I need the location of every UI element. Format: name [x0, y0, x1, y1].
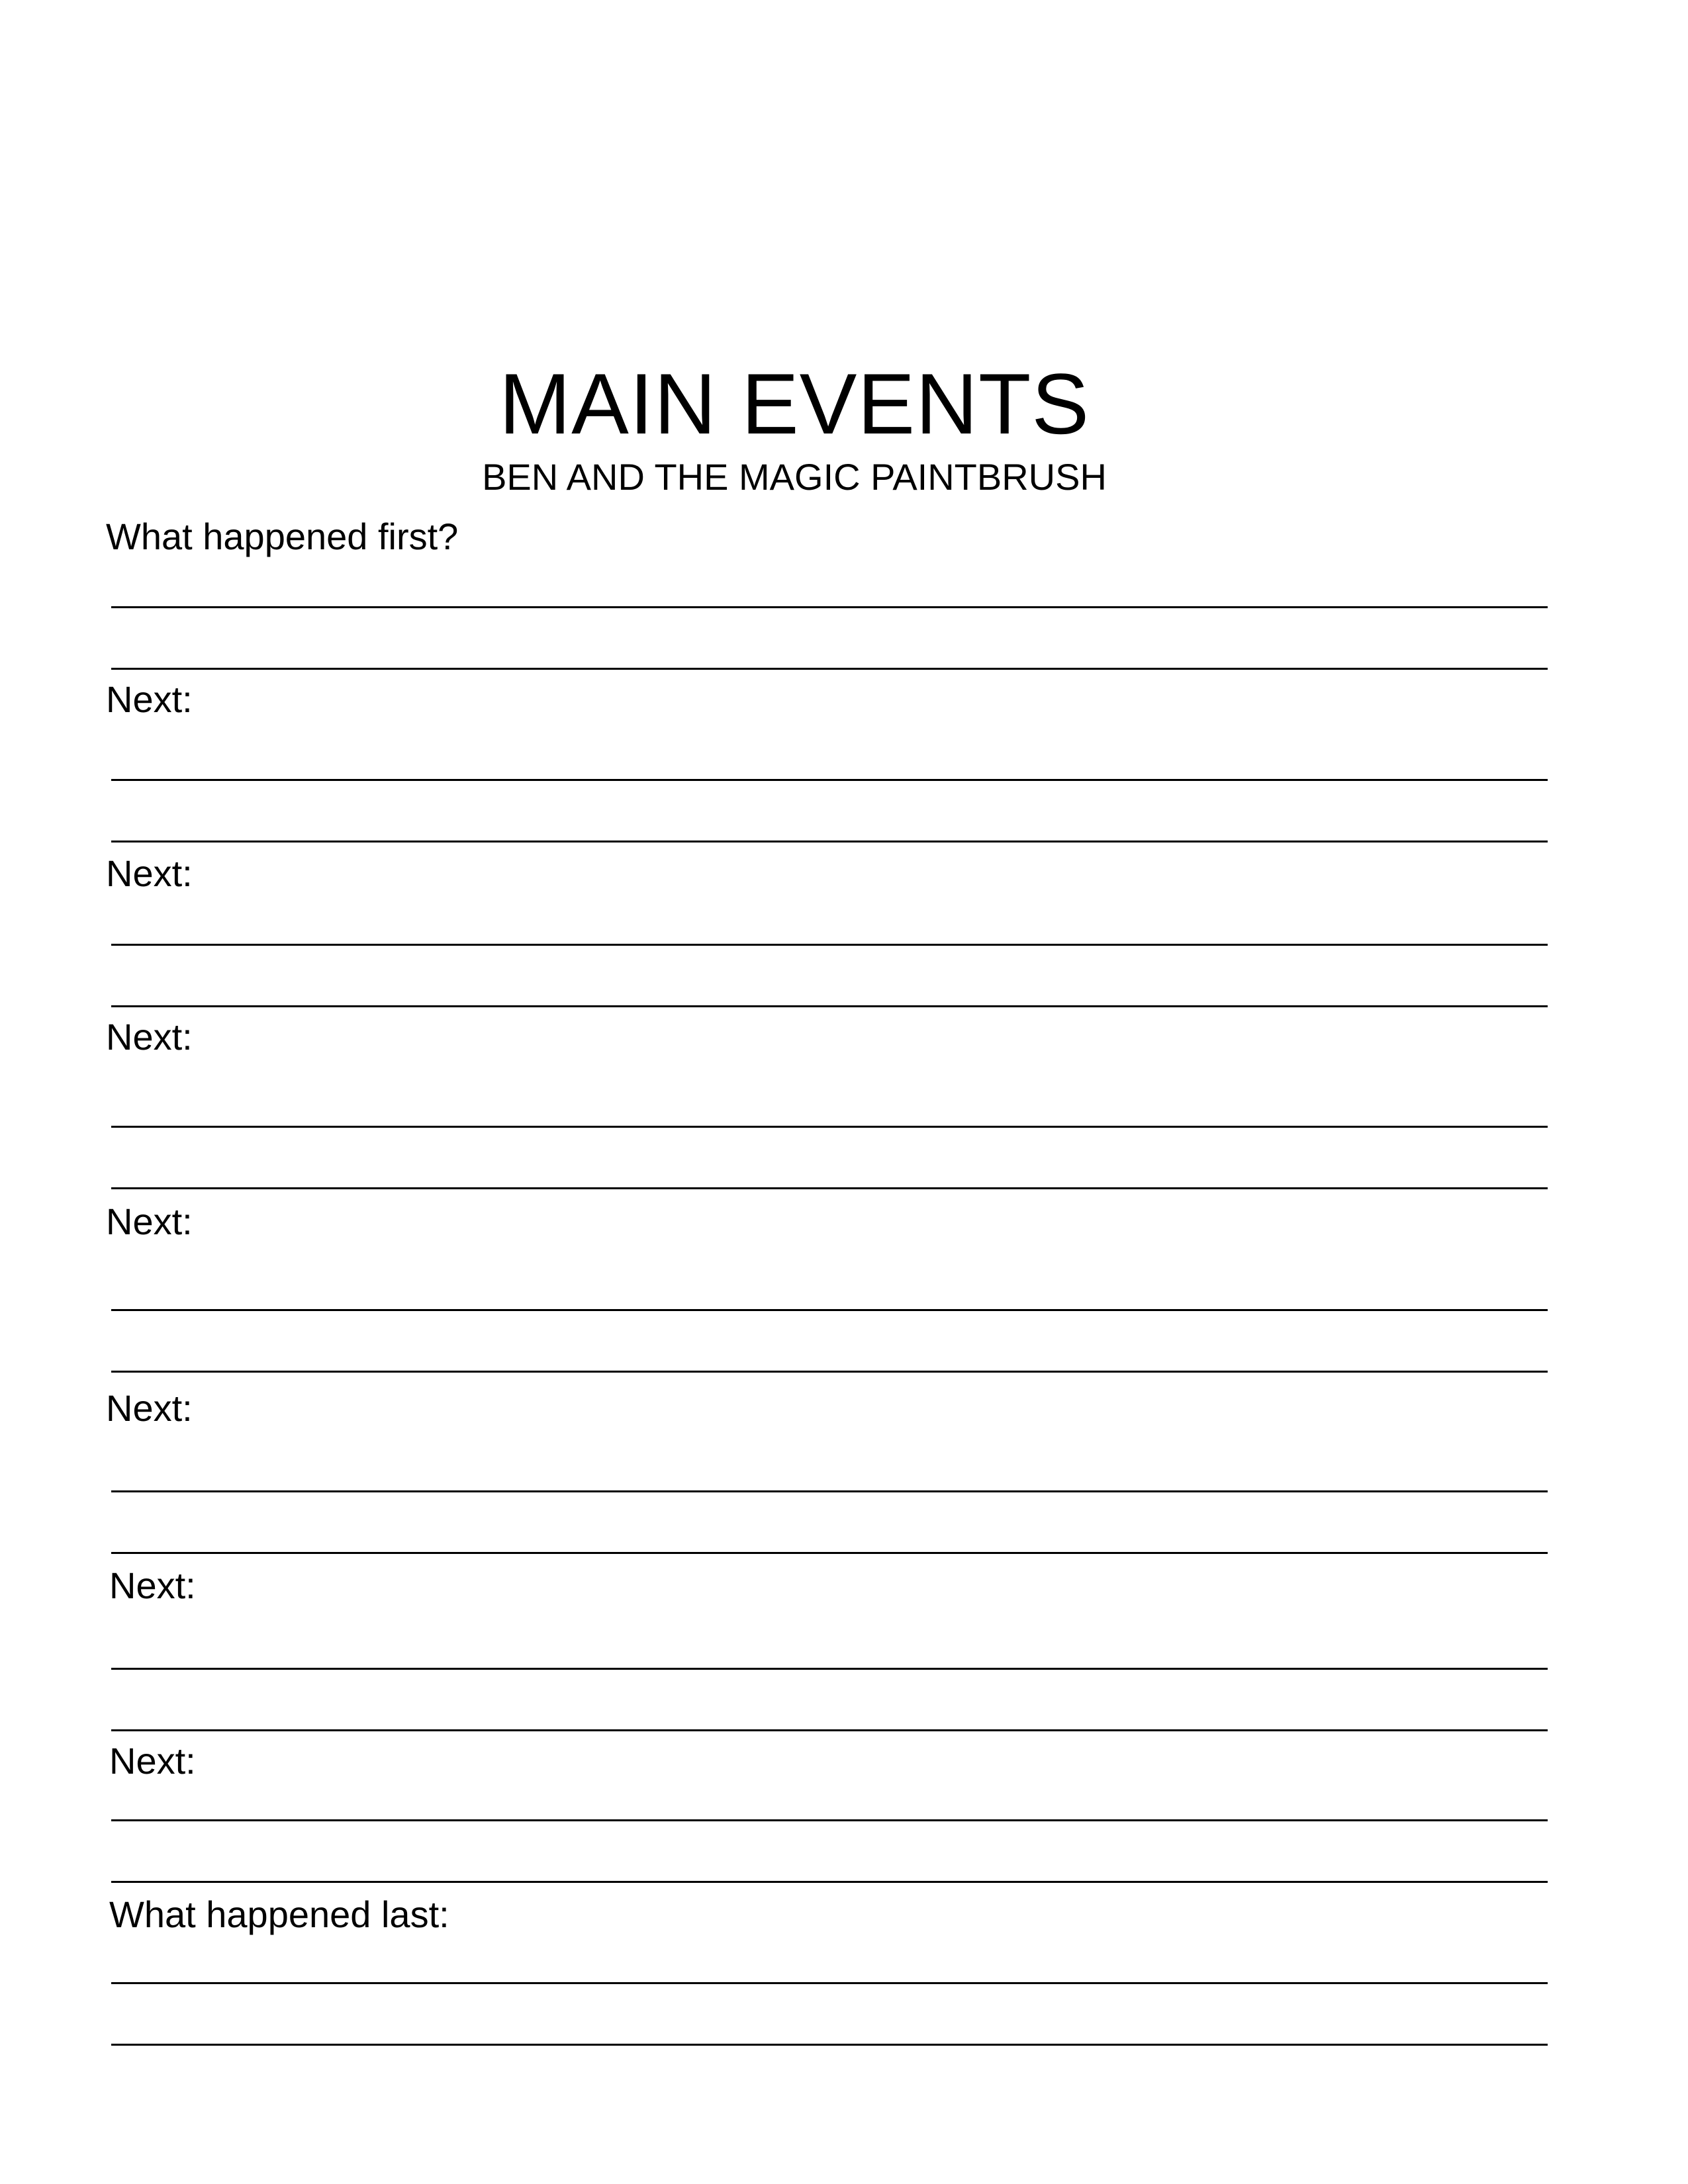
prompt-label-first: What happened first? [106, 516, 459, 557]
answer-line[interactable] [111, 1552, 1548, 1554]
prompt-label-next-7: Next: [109, 1740, 196, 1782]
prompt-label-next-6: Next: [109, 1565, 196, 1606]
prompt-label-next-2: Next: [106, 852, 193, 894]
answer-line[interactable] [111, 668, 1548, 670]
prompt-label-last: What happened last: [109, 1893, 449, 1935]
answer-line[interactable] [111, 779, 1548, 781]
answer-line[interactable] [111, 1490, 1548, 1492]
page-title: MAIN EVENTS [498, 355, 1090, 452]
answer-line[interactable] [111, 1187, 1548, 1189]
answer-line[interactable] [111, 606, 1548, 608]
answer-line[interactable] [111, 1729, 1548, 1731]
answer-line[interactable] [111, 1309, 1548, 1311]
answer-line[interactable] [111, 1668, 1548, 1670]
answer-line[interactable] [111, 1005, 1548, 1007]
answer-line[interactable] [111, 841, 1548, 842]
answer-line[interactable] [111, 944, 1548, 946]
prompt-label-next-4: Next: [106, 1201, 193, 1242]
prompt-label-next-5: Next: [106, 1387, 193, 1429]
page-subtitle: BEN AND THE MAGIC PAINTBRUSH [482, 456, 1107, 498]
prompt-label-next-3: Next: [106, 1016, 193, 1058]
answer-line[interactable] [111, 1982, 1548, 1984]
answer-line[interactable] [111, 1819, 1548, 1821]
answer-line[interactable] [111, 2044, 1548, 2046]
prompt-label-next-1: Next: [106, 678, 193, 720]
answer-line[interactable] [111, 1126, 1548, 1128]
answer-line[interactable] [111, 1371, 1548, 1373]
answer-line[interactable] [111, 1881, 1548, 1883]
